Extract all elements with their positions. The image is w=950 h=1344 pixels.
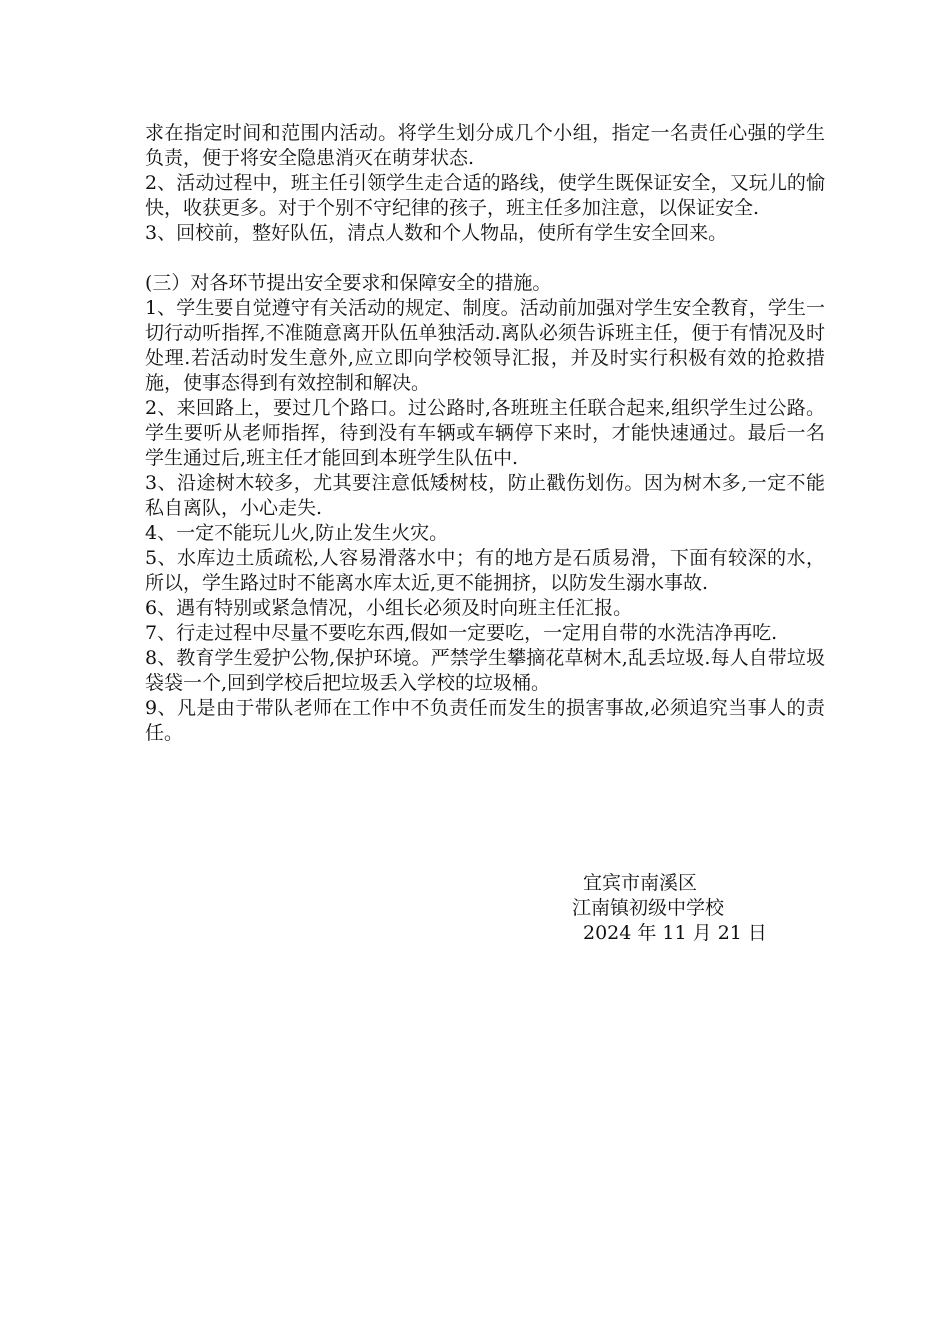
paragraph-intro-continuation: 求在指定时间和范围内活动。将学生划分成几个小组，指定一名责任心强的学生负责，便于将安全隐患消灭在萌芽状态. <box>145 122 825 169</box>
measure-item-1: 1、学生要自觉遵守有关活动的规定、制度。活动前加强对学生安全教育，学生一切行动听指挥,不准随意离开队伍单独活动.离队必须告诉班主任，便于有情况及时处理.若活动时发生意外,应立即向学校领导汇报，并及时实行积极有效的抢救措施，使事态得到有效控制和解决。 <box>145 297 825 394</box>
blank-line <box>145 246 825 271</box>
measure-item-9: 9、凡是由于带队老师在工作中不负责任而发生的损害事故,必须追究当事人的责任。 <box>145 697 825 744</box>
measure-item-6: 6、遇有特别或紧急情况，小组长必须及时向班主任汇报。 <box>145 597 633 619</box>
signature-school: 江南镇初级中学校 <box>572 897 725 919</box>
section-heading: (三）对各环节提出安全要求和保障安全的措施。 <box>145 272 552 294</box>
measure-item-7: 7、行走过程中尽量不要吃东西,假如一定要吃，一定用自带的水洗洁净再吃. <box>145 622 778 644</box>
paragraph-activity-route: 2、活动过程中，班主任引领学生走合适的路线，使学生既保证安全，又玩儿的愉快，收获更多。对于个别不守纪律的孩子，班主任多加注意，以保证安全. <box>145 172 825 219</box>
measure-item-5: 5、水库边土质疏松,人容易滑落水中；有的地方是石质易滑，下面有较深的水，所以，学生路过时不能离水库太近,更不能拥挤，以防发生溺水事故. <box>145 547 825 594</box>
document-body <box>145 121 825 746</box>
measure-item-2: 2、来回路上，要过几个路口。过公路时,各班班主任联合起来,组织学生过公路。学生要听从老师指挥，待到没有车辆或车辆停下来时，才能快速通过。最后一名学生通过后,班主任才能回到本班学生队伍中. <box>145 397 825 469</box>
signature-district: 宜宾市南溪区 <box>583 872 698 894</box>
signature-date: 2024 年 11 月 21 日 <box>583 922 767 944</box>
paragraph-return-school: 3、回校前，整好队伍，清点人数和个人物品，使所有学生安全回来。 <box>145 222 728 244</box>
measure-item-3: 3、沿途树木较多，尤其要注意低矮树枝，防止戳伤划伤。因为树木多,一定不能私自离队，小心走失. <box>145 472 825 519</box>
measure-item-4: 4、一定不能玩儿火,防止发生火灾。 <box>145 522 449 544</box>
measure-item-8: 8、教育学生爱护公物,保护环境。严禁学生攀摘花草树木,乱丢垃圾.每人自带垃圾袋袋一个,回到学校后把垃圾丢入学校的垃圾桶。 <box>145 647 825 694</box>
